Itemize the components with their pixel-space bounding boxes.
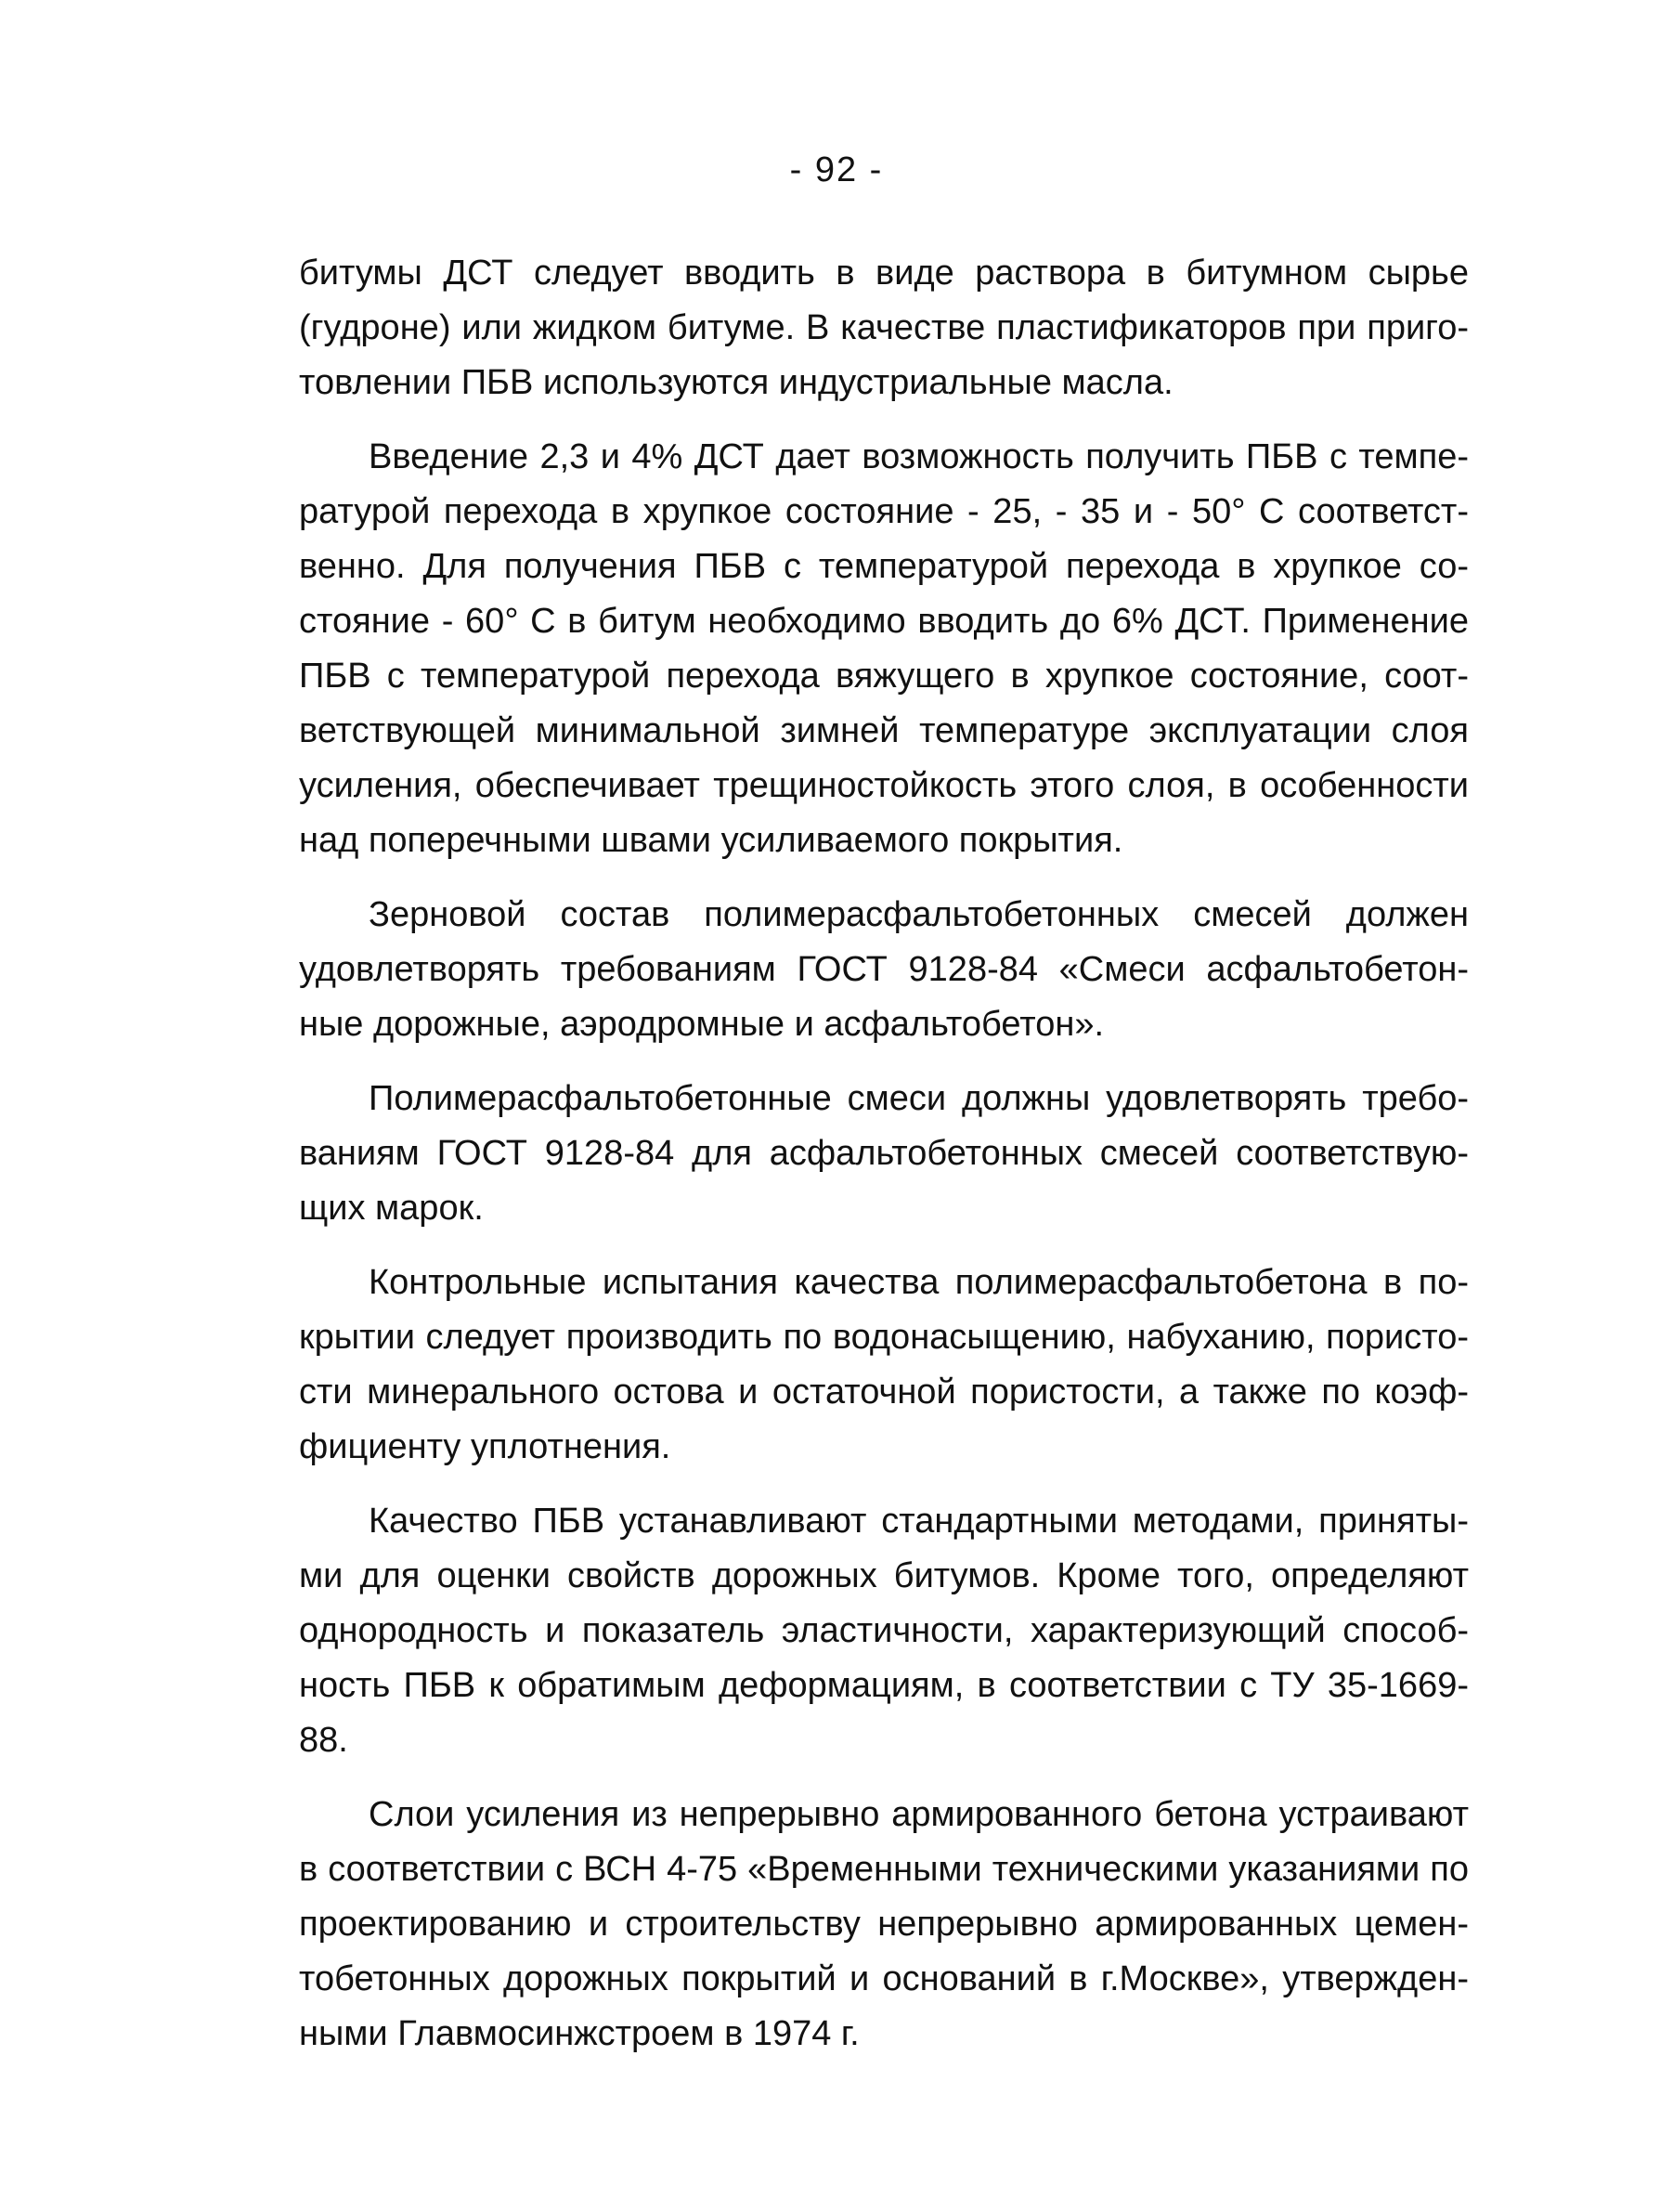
text-line: Введение 2,3 и 4% ДСТ дает возможность получить ПБВ с темпе- (369, 437, 1469, 476)
text-line: ветствующей минимальной зимней температуре эксплуатации слоя (299, 711, 1469, 750)
text-line: стояние - 60° С в битум необходимо вводить до 6% ДСТ. Применение (299, 602, 1469, 641)
text-line: в соответствии с ВСН 4-75 «Временными техническими указаниями по (299, 1850, 1469, 1889)
text-line: ные дорожные, аэродромные и асфальтобетон». (299, 1005, 1105, 1044)
text-line: Качество ПБВ устанавливают стандартными методами, приняты- (369, 1502, 1469, 1541)
text-line: щих марок. (299, 1189, 484, 1228)
text-line: товлении ПБВ используются индустриальные масла. (299, 363, 1174, 402)
text-line: сти минерального остова и остаточной пористости, а также по коэф- (299, 1373, 1469, 1412)
text-line: фициенту уплотнения. (299, 1427, 671, 1466)
text-line: над поперечными швами усиливаемого покрытия. (299, 821, 1123, 860)
body-text (299, 246, 1469, 2081)
text-line: усиления, обеспечивает трещиностойкость этого слоя, в особенности (299, 766, 1469, 805)
paragraph (299, 1256, 1469, 1475)
paragraph (299, 1072, 1469, 1236)
text-line: венно. Для получения ПБВ с температурой перехода в хрупкое со- (299, 547, 1469, 586)
text-line: Слои усиления из непрерывно армированного бетона устраивают (369, 1795, 1469, 1834)
text-line: крытии следует производить по водонасыщению, набуханию, пористо- (299, 1318, 1469, 1357)
text-line: битумы ДСТ следует вводить в виде раствора в битумном сырье (299, 254, 1469, 293)
paragraph (299, 246, 1469, 410)
text-line: Полимерасфальтобетонные смеси должны удовлетворять требо- (369, 1079, 1469, 1118)
paragraph (299, 1494, 1469, 1768)
text-line: ными Главмосинжстроем в 1974 г. (299, 2014, 860, 2053)
paragraph (299, 888, 1469, 1052)
page-number: - 92 - (789, 150, 884, 189)
text-line: ность ПБВ к обратимым деформациям, в соответствии с ТУ 35-1669- (299, 1666, 1469, 1705)
text-line: ваниям ГОСТ 9128-84 для асфальтобетонных смесей соответствую- (299, 1134, 1469, 1173)
text-line: ратурой перехода в хрупкое состояние - 25, - 35 и - 50° С соответст- (299, 492, 1469, 531)
text-line: удовлетворять требованиям ГОСТ 9128-84 «Смеси асфальтобетон- (299, 950, 1469, 989)
text-line: (гудроне) или жидком битуме. В качестве пластификаторов при приго- (299, 308, 1469, 347)
text-line: ми для оценки свойств дорожных битумов. Кроме того, определяют (299, 1556, 1469, 1595)
text-line: тобетонных дорожных покрытий и оснований в г.Москве», утвержден- (299, 1959, 1469, 1998)
text-line: Зерновой состав полимерасфальтобетонных смесей должен (369, 895, 1469, 934)
text-line: ПБВ с температурой перехода вяжущего в хрупкое состояние, соот- (299, 657, 1469, 696)
paragraph (299, 430, 1469, 868)
text-line: однородность и показатель эластичности, характеризующий способ- (299, 1611, 1469, 1650)
text-line: проектированию и строительству непрерывно армированных цемен- (299, 1905, 1469, 1944)
paragraph (299, 1788, 1469, 2062)
text-line: 88. (299, 1721, 348, 1760)
text-line: Контрольные испытания качества полимерасфальтобетона в по- (369, 1263, 1469, 1302)
